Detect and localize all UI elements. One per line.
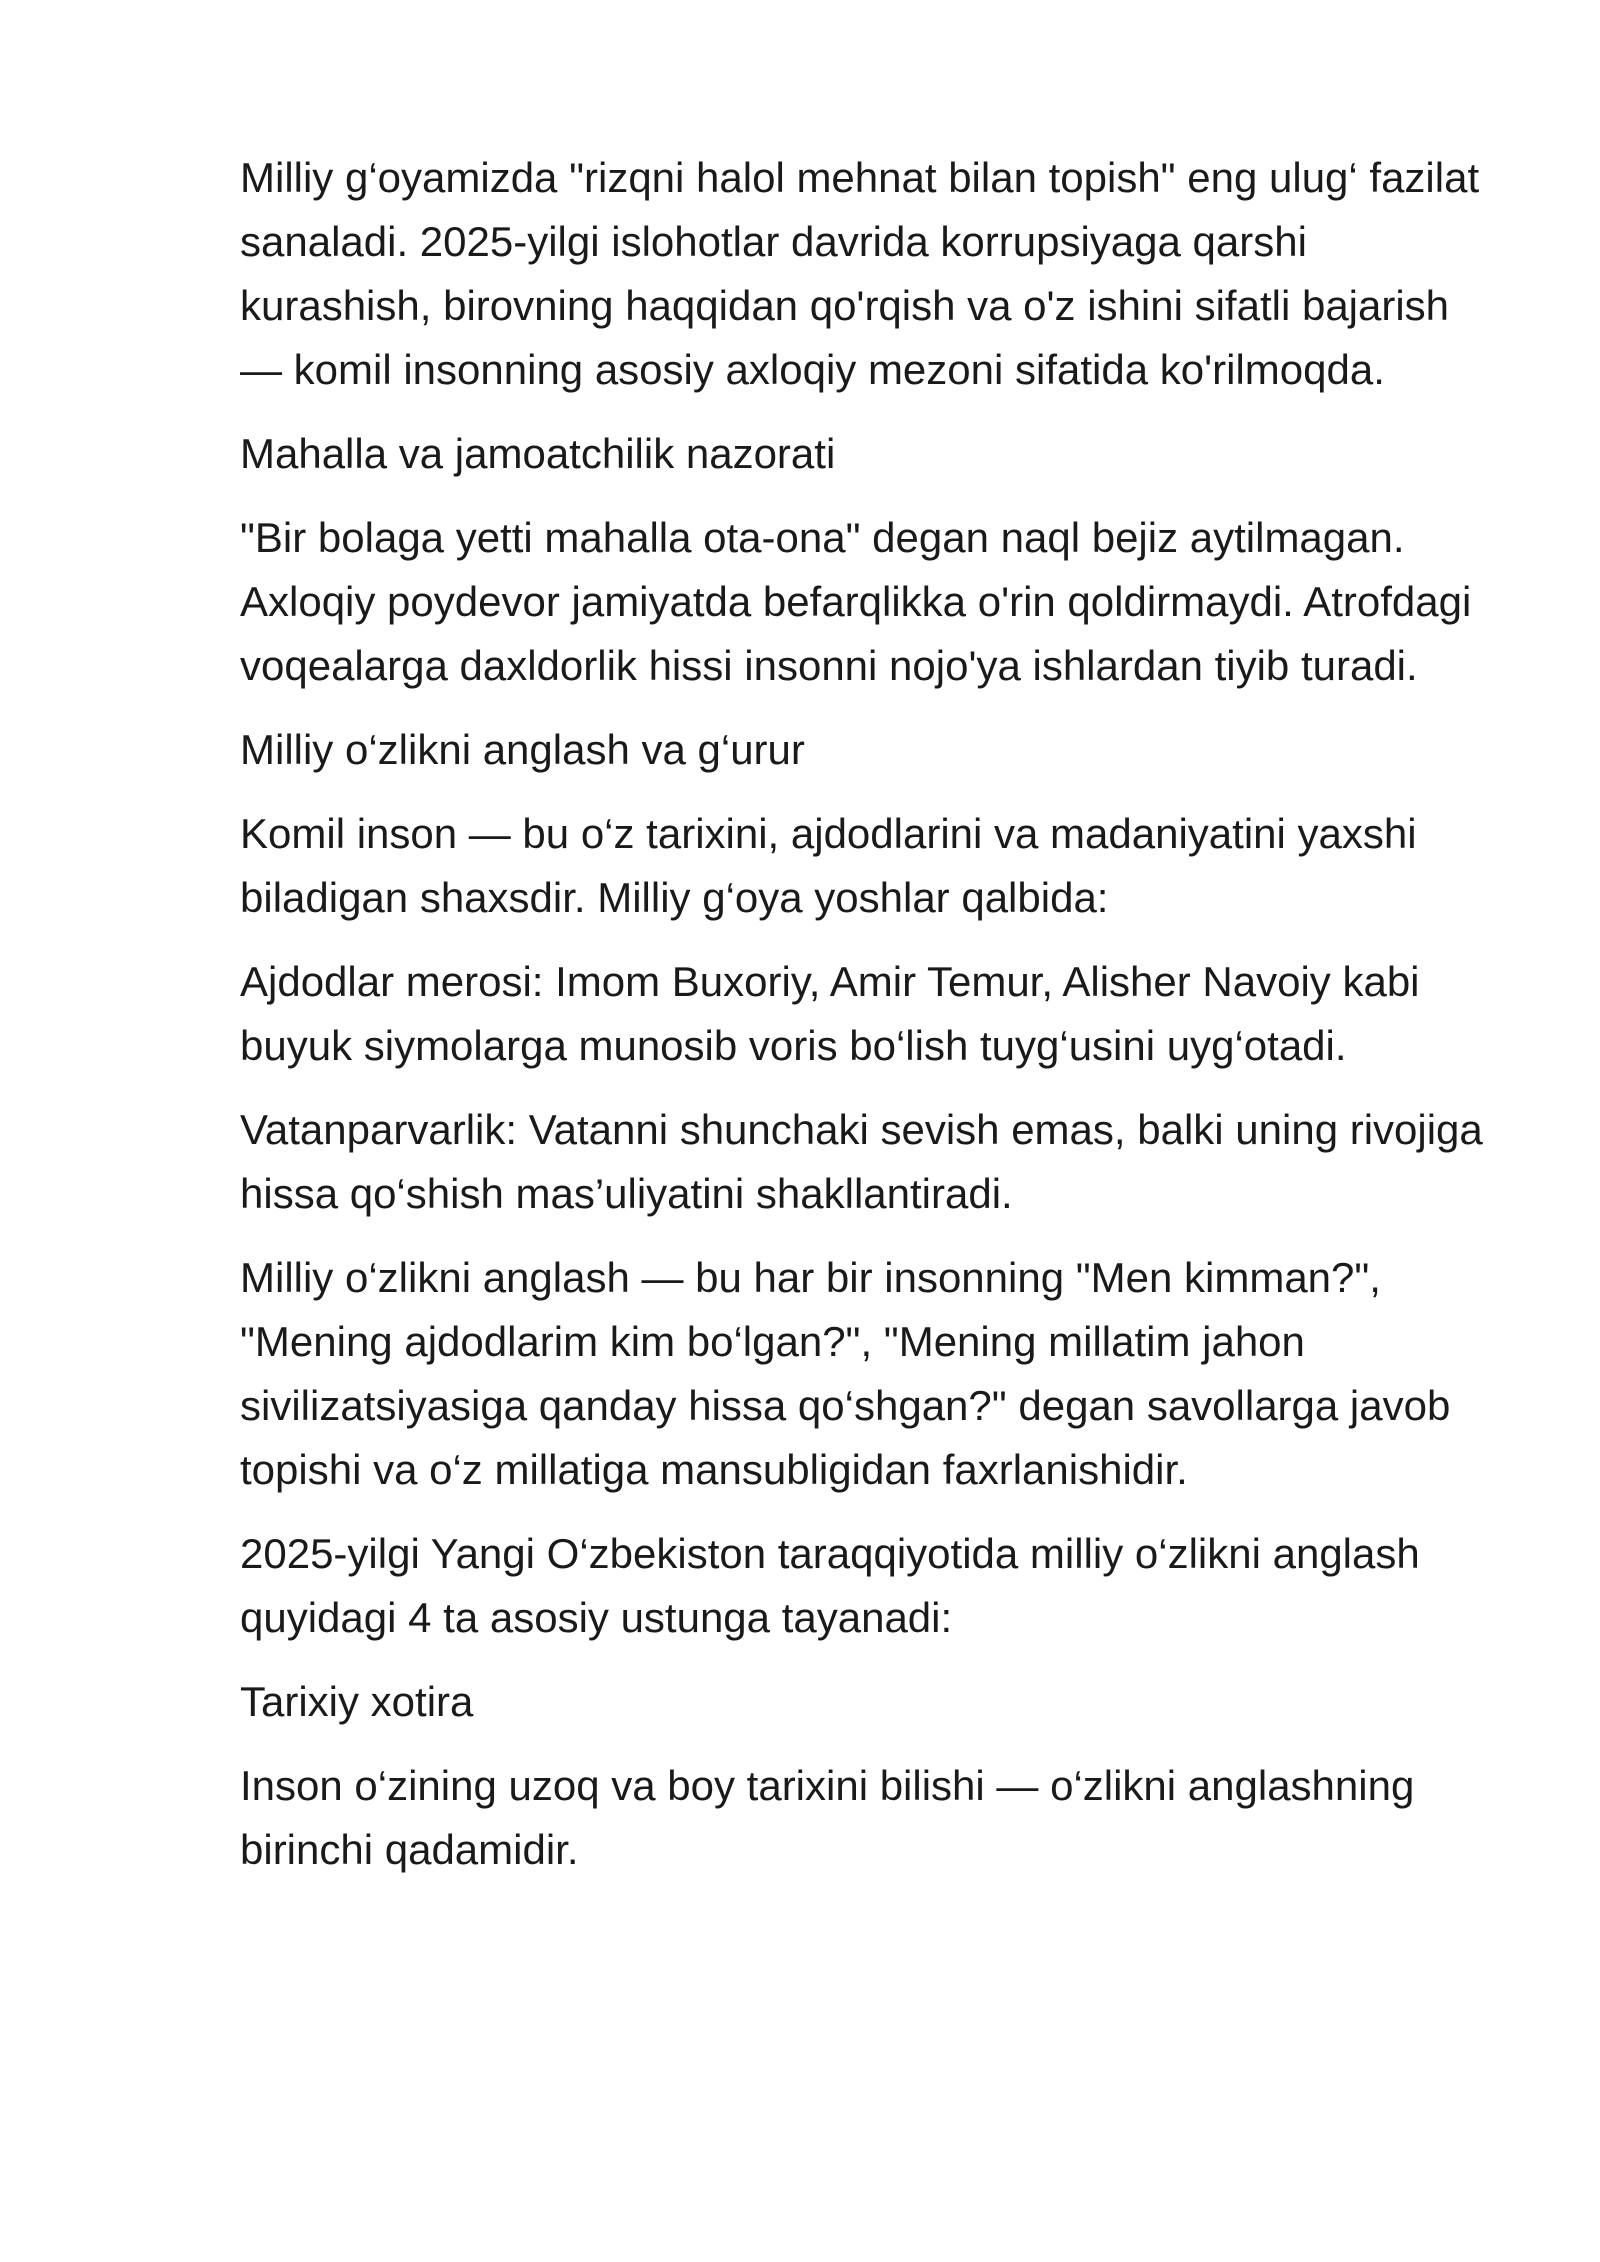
- heading-tarixiy-xotira: Tarixiy xotira: [240, 1678, 474, 1725]
- paragraph-rizq: Milliy g‘oyamizda "rizqni halol mehnat bilan topish" eng ulug‘ fazilat sanaladi. 2025-yilgi islohotlar davrida korrupsiyaga qarshi kurashish, birovning haqqidan qo'rqish va o'z ishini sifatli bajarish — komil insonning asosiy axloqiy mezoni sifatida ko'rilmoqda.: [240, 154, 1480, 393]
- paragraph-tarix: Inson o‘zining uzoq va boy tarixini bilishi — o‘zlikni anglashning birinchi qadamidir.: [240, 1762, 1415, 1873]
- heading-milliy-ozlik: Milliy o‘zlikni anglash va g‘urur: [240, 726, 805, 773]
- heading-mahalla: Mahalla va jamoatchilik nazorati: [240, 430, 836, 477]
- paragraph-ozlikni-anglash: Milliy o‘zlikni anglash — bu har bir insonning "Men kimman?", "Mening ajdodlarim kim bo‘lgan?", "Mening millatim jahon sivilizatsiyasiga qanday hissa qo‘shgan?" degan savollarga javob topishi va o‘z millatiga mansubligidan faxrlanishidir.: [240, 1254, 1451, 1493]
- paragraph-komil-inson: Komil inson — bu o‘z tarixini, ajdodlarini va madaniyatini yaxshi biladigan shaxsdir. Milliy g‘oya yoshlar qalbida:: [240, 810, 1417, 921]
- paragraph-vatanparvarlik: Vatanparvarlik: Vatanni shunchaki sevish emas, balki uning rivojiga hissa qo‘shish mas’uliyatini shakllantiradi.: [240, 1106, 1483, 1217]
- paragraph-ajdodlar-merosi: Ajdodlar merosi: Imom Buxoriy, Amir Temur, Alisher Navoiy kabi buyuk siymolarga munosib voris bo‘lish tuyg‘usini uyg‘otadi.: [240, 958, 1420, 1069]
- paragraph-taraqqiyot: 2025-yilgi Yangi O‘zbekiston taraqqiyotida milliy o‘zlikni anglash quyidagi 4 ta asosiy ustunga tayanadi:: [240, 1530, 1420, 1641]
- document-page: [240, 146, 1490, 1902]
- paragraph-mahalla: "Bir bolaga yetti mahalla ota-ona" degan naql bejiz aytilmagan. Axloqiy poydevor jamiyatda befarqlikka o'rin qoldirmaydi. Atrofdagi voqealarga daxldorlik hissi insonni nojo'ya ishlardan tiyib turadi.: [240, 514, 1472, 689]
